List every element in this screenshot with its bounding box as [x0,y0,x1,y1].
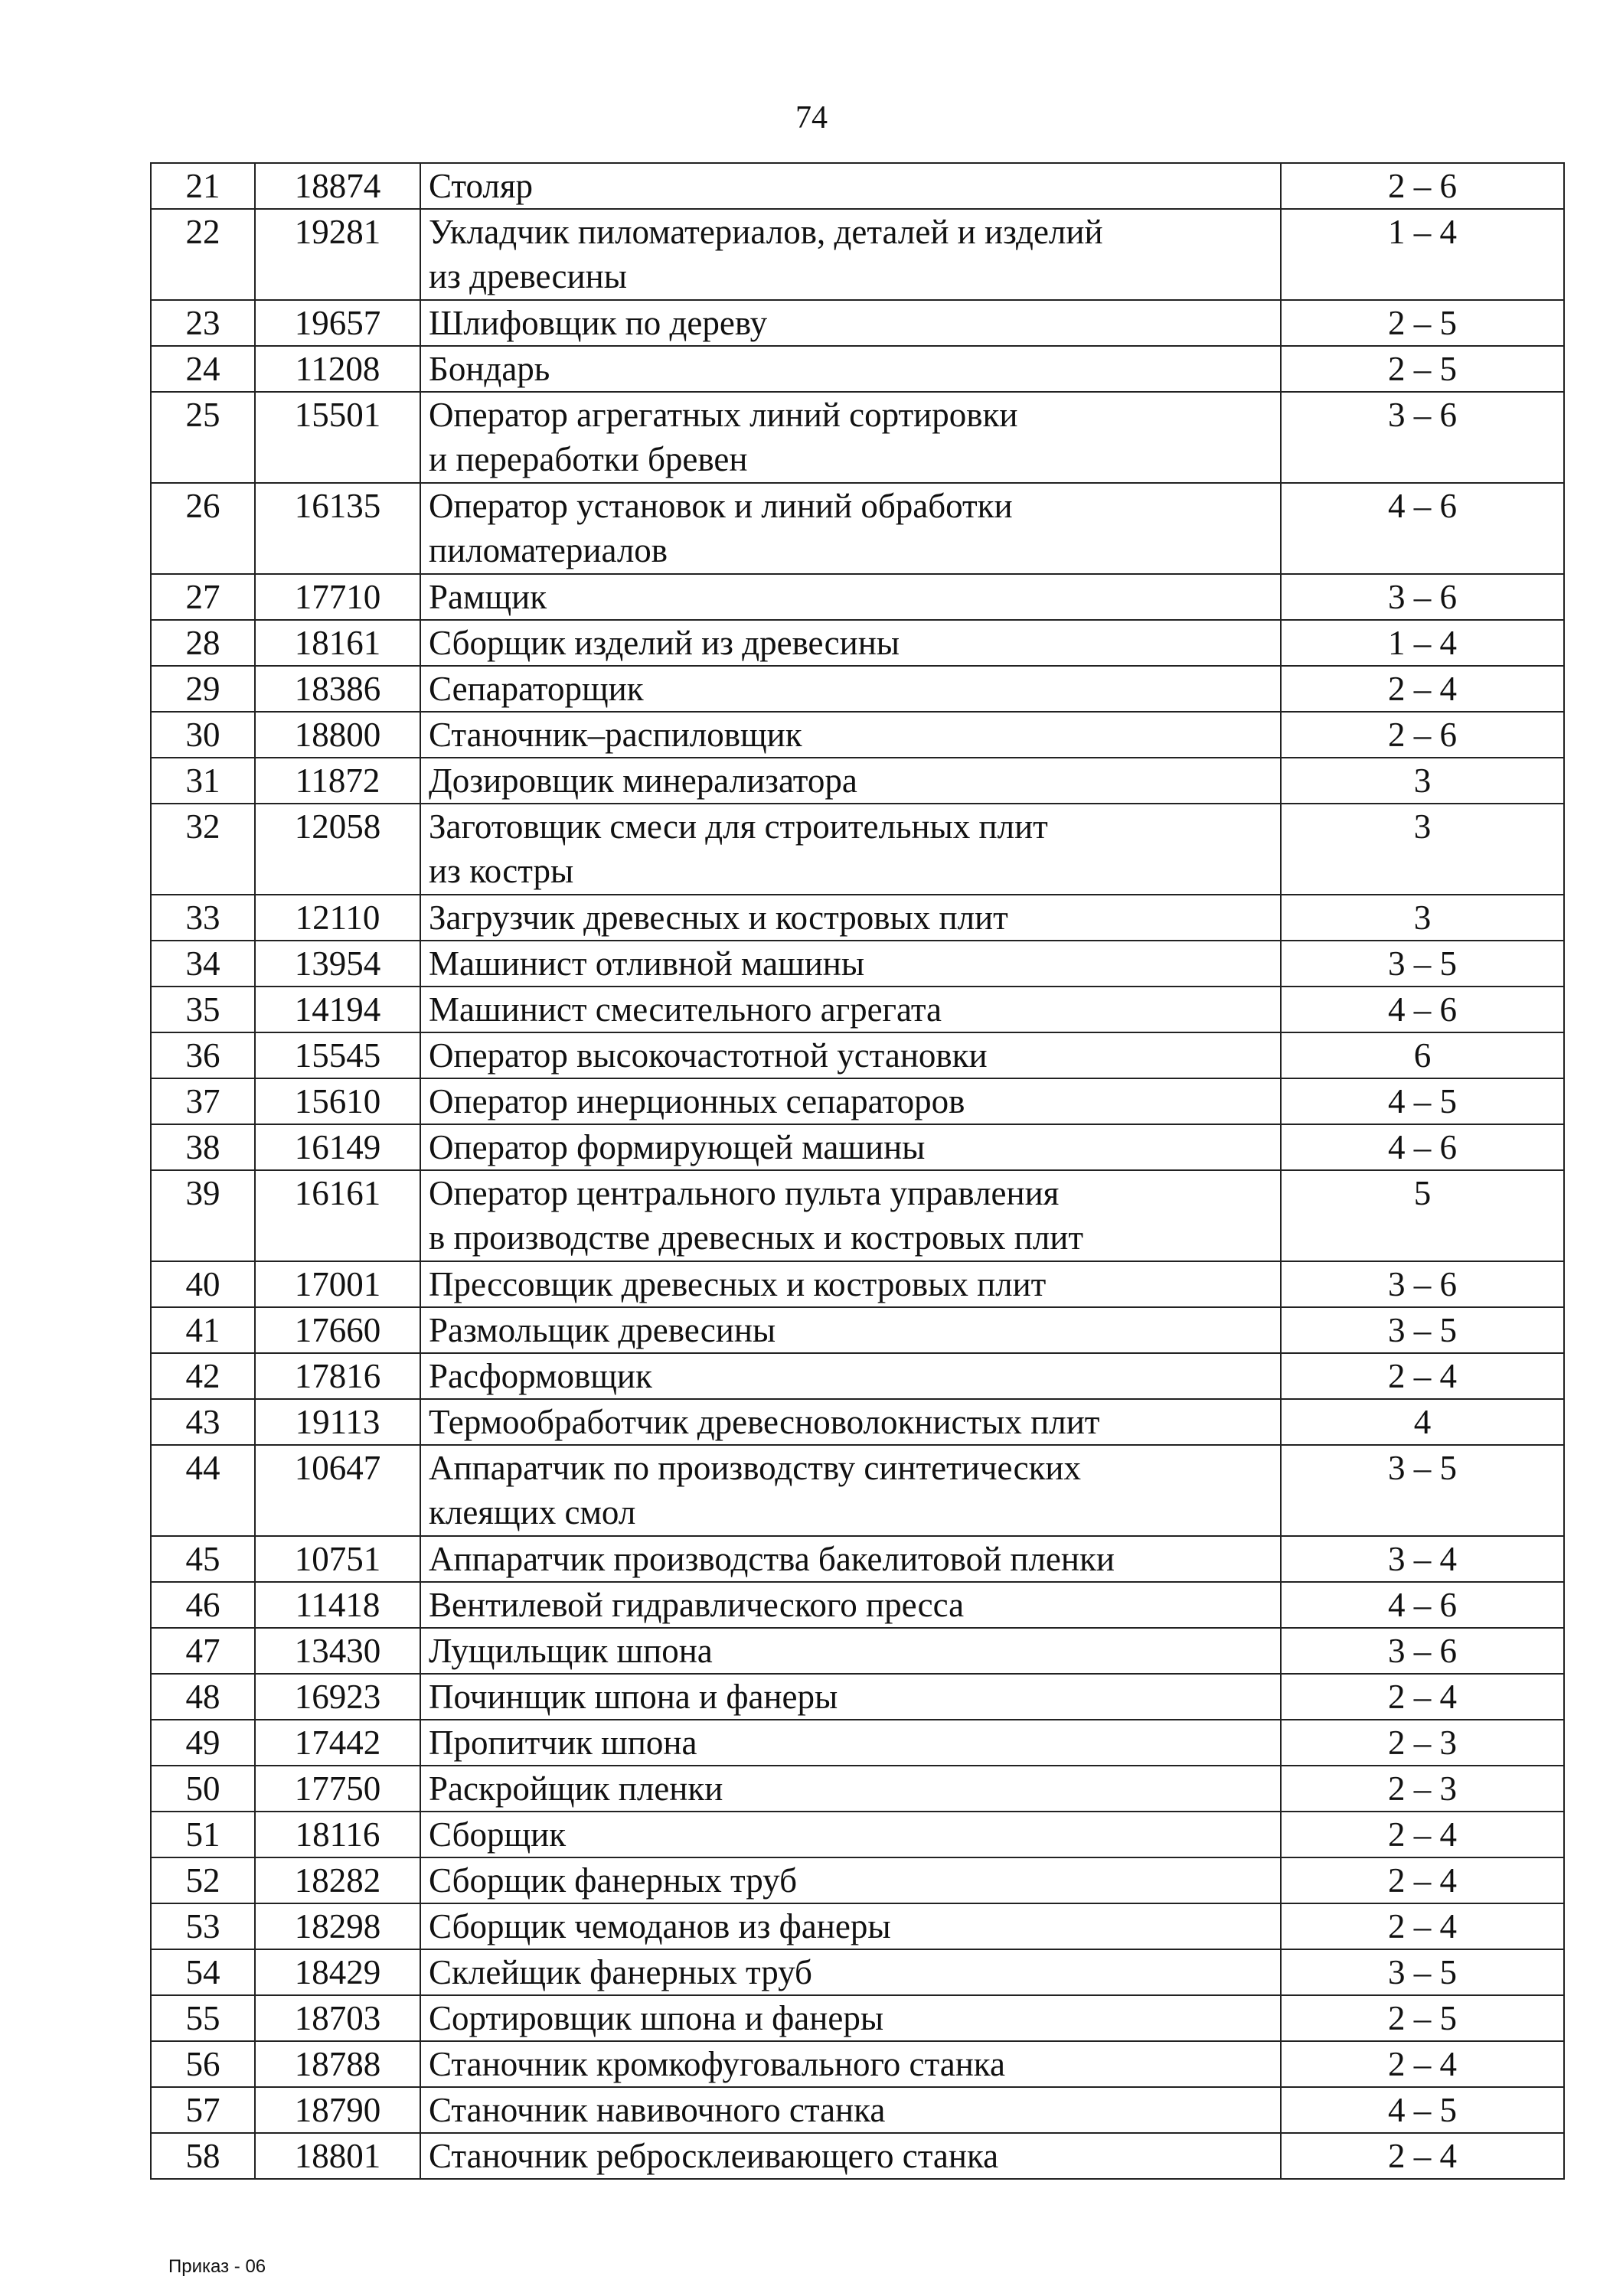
profession-name-cell: Сборщик фанерных труб [420,1857,1281,1903]
row-number-cell: 35 [151,987,255,1032]
table-row [151,712,1564,758]
profession-name-cell: Оператор формирующей машины [420,1124,1281,1170]
grade-range-cell: 4 – 5 [1281,1078,1564,1124]
profession-name-cell: Раскройщик пленки [420,1766,1281,1812]
table-row [151,620,1564,666]
profession-code-cell: 18161 [255,620,420,666]
profession-name-cell: Дозировщик минерализатора [420,758,1281,804]
grade-range-cell: 3 – 6 [1281,392,1564,483]
row-number-cell: 45 [151,1536,255,1582]
grade-range-cell: 3 – 4 [1281,1536,1564,1582]
row-number-cell: 53 [151,1903,255,1949]
row-number-cell: 50 [151,1766,255,1812]
row-number-cell: 44 [151,1445,255,1536]
profession-name-cell: Шлифовщик по дереву [420,300,1281,346]
grade-range-cell: 2 – 5 [1281,346,1564,392]
profession-code-cell: 11208 [255,346,420,392]
grade-range-cell: 3 [1281,758,1564,804]
profession-name-cell: Починщик шпона и фанеры [420,1674,1281,1720]
table-row [151,1353,1564,1399]
grade-range-cell: 2 – 6 [1281,163,1564,209]
row-number-cell: 29 [151,666,255,712]
grade-range-cell: 4 [1281,1399,1564,1445]
profession-code-cell: 18298 [255,1903,420,1949]
profession-code-cell: 15610 [255,1078,420,1124]
table-row [151,1582,1564,1628]
row-number-cell: 32 [151,804,255,895]
profession-name-cell: Размольщик древесины [420,1307,1281,1353]
profession-code-cell: 19113 [255,1399,420,1445]
grade-range-cell: 3 – 6 [1281,1261,1564,1307]
grade-range-cell: 3 [1281,895,1564,941]
profession-name-cell: Станочник ребросклеивающего станка [420,2133,1281,2179]
grade-range-cell: 6 [1281,1032,1564,1078]
profession-name-cell: Лущильщик шпона [420,1628,1281,1674]
grade-range-cell: 2 – 4 [1281,1903,1564,1949]
table-row [151,163,1564,209]
grade-range-cell: 2 – 5 [1281,1995,1564,2041]
footer-order-label: Приказ - 06 [168,2256,266,2277]
row-number-cell: 43 [151,1399,255,1445]
profession-code-cell: 17660 [255,1307,420,1353]
profession-code-cell: 17750 [255,1766,420,1812]
profession-name-cell: Укладчик пиломатериалов, деталей и изделий из древесины [420,209,1281,300]
table-row [151,1857,1564,1903]
profession-name-cell: Столяр [420,163,1281,209]
row-number-cell: 52 [151,1857,255,1903]
table-row [151,392,1564,483]
row-number-cell: 37 [151,1078,255,1124]
grade-range-cell: 2 – 3 [1281,1766,1564,1812]
table-row [151,1261,1564,1307]
table-row [151,1949,1564,1995]
grade-range-cell: 3 – 6 [1281,574,1564,620]
row-number-cell: 58 [151,2133,255,2179]
row-number-cell: 34 [151,941,255,987]
profession-code-cell: 16161 [255,1170,420,1261]
grade-range-cell: 4 – 6 [1281,987,1564,1032]
profession-name-cell: Станочник кромкофуговального станка [420,2041,1281,2087]
row-number-cell: 41 [151,1307,255,1353]
table-row [151,804,1564,895]
row-number-cell: 57 [151,2087,255,2133]
profession-name-cell: Машинист отливной машины [420,941,1281,987]
profession-name-cell: Станочник навивочного станка [420,2087,1281,2133]
profession-code-cell: 12110 [255,895,420,941]
table-row [151,1032,1564,1078]
profession-code-cell: 15501 [255,392,420,483]
profession-name-cell: Пропитчик шпона [420,1720,1281,1766]
row-number-cell: 31 [151,758,255,804]
grade-range-cell: 2 – 4 [1281,1812,1564,1857]
grade-range-cell: 3 – 6 [1281,1628,1564,1674]
grade-range-cell: 4 – 5 [1281,2087,1564,2133]
table-row [151,1674,1564,1720]
profession-name-cell: Оператор высокочастотной установки [420,1032,1281,1078]
table-row [151,1399,1564,1445]
grade-range-cell: 3 – 5 [1281,1307,1564,1353]
grade-range-cell: 2 – 4 [1281,1674,1564,1720]
row-number-cell: 27 [151,574,255,620]
profession-name-cell: Термообработчик древесноволокнистых плит [420,1399,1281,1445]
profession-code-cell: 19657 [255,300,420,346]
row-number-cell: 42 [151,1353,255,1399]
profession-name-cell: Вентилевой гидравлического пресса [420,1582,1281,1628]
profession-code-cell: 12058 [255,804,420,895]
profession-code-cell: 18703 [255,1995,420,2041]
row-number-cell: 47 [151,1628,255,1674]
row-number-cell: 33 [151,895,255,941]
profession-name-cell: Аппаратчик по производству синтетических клеящих смол [420,1445,1281,1536]
grade-range-cell: 2 – 4 [1281,2133,1564,2179]
row-number-cell: 55 [151,1995,255,2041]
profession-code-cell: 18874 [255,163,420,209]
grade-range-cell: 3 – 5 [1281,1445,1564,1536]
row-number-cell: 56 [151,2041,255,2087]
profession-code-cell: 13954 [255,941,420,987]
grade-range-cell: 2 – 5 [1281,300,1564,346]
row-number-cell: 39 [151,1170,255,1261]
row-number-cell: 26 [151,483,255,574]
grade-range-cell: 1 – 4 [1281,209,1564,300]
profession-name-cell: Прессовщик древесных и костровых плит [420,1261,1281,1307]
table-row [151,1445,1564,1536]
table-row [151,895,1564,941]
profession-code-cell: 18788 [255,2041,420,2087]
professions-table [150,162,1565,2180]
grade-range-cell: 2 – 6 [1281,712,1564,758]
grade-range-cell: 4 – 6 [1281,483,1564,574]
profession-code-cell: 18429 [255,1949,420,1995]
grade-range-cell: 2 – 4 [1281,1857,1564,1903]
table-row [151,2133,1564,2179]
row-number-cell: 25 [151,392,255,483]
profession-code-cell: 18790 [255,2087,420,2133]
profession-code-cell: 18116 [255,1812,420,1857]
profession-name-cell: Сборщик [420,1812,1281,1857]
row-number-cell: 46 [151,1582,255,1628]
profession-code-cell: 18282 [255,1857,420,1903]
grade-range-cell: 4 – 6 [1281,1124,1564,1170]
table-row [151,987,1564,1032]
profession-code-cell: 17710 [255,574,420,620]
table-row [151,941,1564,987]
row-number-cell: 54 [151,1949,255,1995]
table-row [151,2041,1564,2087]
table-row [151,1720,1564,1766]
table-row [151,1766,1564,1812]
profession-name-cell: Заготовщик смеси для строительных плит из костры [420,804,1281,895]
table-row [151,1307,1564,1353]
grade-range-cell: 4 – 6 [1281,1582,1564,1628]
grade-range-cell: 2 – 4 [1281,666,1564,712]
table-row [151,574,1564,620]
row-number-cell: 22 [151,209,255,300]
table-row [151,1812,1564,1857]
profession-code-cell: 16135 [255,483,420,574]
profession-code-cell: 16923 [255,1674,420,1720]
profession-code-cell: 19281 [255,209,420,300]
profession-name-cell: Склейщик фанерных труб [420,1949,1281,1995]
profession-name-cell: Аппаратчик производства бакелитовой пленки [420,1536,1281,1582]
profession-name-cell: Расформовщик [420,1353,1281,1399]
table-row [151,1170,1564,1261]
table-row [151,1078,1564,1124]
row-number-cell: 23 [151,300,255,346]
row-number-cell: 48 [151,1674,255,1720]
row-number-cell: 24 [151,346,255,392]
profession-name-cell: Сборщик изделий из древесины [420,620,1281,666]
profession-code-cell: 17816 [255,1353,420,1399]
profession-code-cell: 17442 [255,1720,420,1766]
table-row [151,300,1564,346]
table-row [151,1903,1564,1949]
profession-name-cell: Рамщик [420,574,1281,620]
row-number-cell: 51 [151,1812,255,1857]
profession-code-cell: 16149 [255,1124,420,1170]
profession-name-cell: Станочник–распиловщик [420,712,1281,758]
profession-code-cell: 15545 [255,1032,420,1078]
table-row [151,1628,1564,1674]
profession-name-cell: Оператор инерционных сепараторов [420,1078,1281,1124]
grade-range-cell: 2 – 4 [1281,1353,1564,1399]
table-row [151,2087,1564,2133]
grade-range-cell: 3 – 5 [1281,941,1564,987]
grade-range-cell: 1 – 4 [1281,620,1564,666]
table-row [151,346,1564,392]
grade-range-cell: 2 – 4 [1281,2041,1564,2087]
table-row [151,666,1564,712]
row-number-cell: 21 [151,163,255,209]
profession-code-cell: 10751 [255,1536,420,1582]
profession-name-cell: Оператор агрегатных линий сортировки и переработки бревен [420,392,1281,483]
profession-name-cell: Оператор установок и линий обработки пиломатериалов [420,483,1281,574]
table-row [151,209,1564,300]
grade-range-cell: 3 [1281,804,1564,895]
profession-code-cell: 11872 [255,758,420,804]
profession-code-cell: 18386 [255,666,420,712]
table-row [151,1536,1564,1582]
profession-name-cell: Сортировщик шпона и фанеры [420,1995,1281,2041]
table-row [151,1124,1564,1170]
grade-range-cell: 5 [1281,1170,1564,1261]
table-row [151,1995,1564,2041]
grade-range-cell: 2 – 3 [1281,1720,1564,1766]
page-number: 74 [795,100,828,135]
profession-code-cell: 11418 [255,1582,420,1628]
profession-name-cell: Сборщик чемоданов из фанеры [420,1903,1281,1949]
profession-name-cell: Сепараторщик [420,666,1281,712]
profession-code-cell: 14194 [255,987,420,1032]
row-number-cell: 38 [151,1124,255,1170]
profession-name-cell: Бондарь [420,346,1281,392]
profession-code-cell: 17001 [255,1261,420,1307]
profession-name-cell: Загрузчик древесных и костровых плит [420,895,1281,941]
profession-code-cell: 18801 [255,2133,420,2179]
table-row [151,758,1564,804]
row-number-cell: 40 [151,1261,255,1307]
row-number-cell: 36 [151,1032,255,1078]
grade-range-cell: 3 – 5 [1281,1949,1564,1995]
table-row [151,483,1564,574]
row-number-cell: 30 [151,712,255,758]
profession-name-cell: Оператор центрального пульта управления в производстве древесных и костровых плит [420,1170,1281,1261]
professions-table-body [151,163,1564,2179]
profession-code-cell: 13430 [255,1628,420,1674]
row-number-cell: 49 [151,1720,255,1766]
profession-name-cell: Машинист смесительного агрегата [420,987,1281,1032]
profession-code-cell: 18800 [255,712,420,758]
row-number-cell: 28 [151,620,255,666]
profession-code-cell: 10647 [255,1445,420,1536]
